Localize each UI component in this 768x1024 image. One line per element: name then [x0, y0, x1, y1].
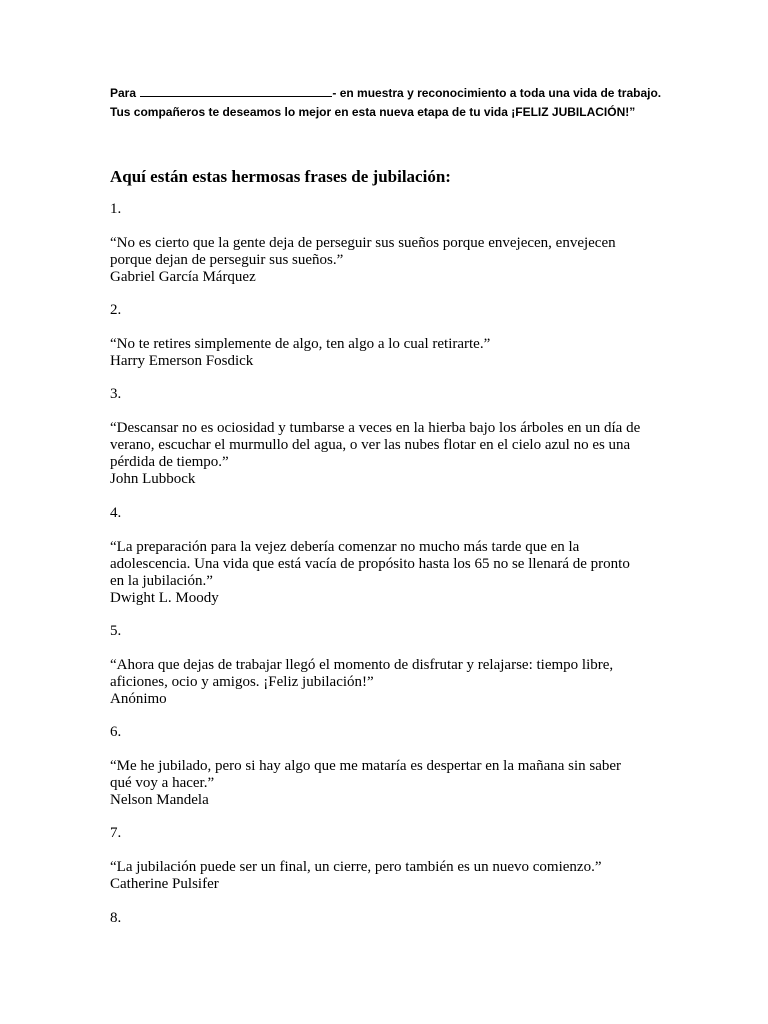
quote-author: John Lubbock — [110, 471, 196, 487]
dedication-line-2: Tus compañeros te deseamos lo mejor en esta nueva etapa de tu vida ¡FELIZ JUBILACIÓN!” — [110, 105, 636, 119]
quote-text — [110, 420, 640, 488]
dedication-line-1-text: - en muestra y reconocimiento a toda una vida de trabajo. — [332, 86, 662, 100]
quote-number: 1. — [110, 201, 122, 217]
section-heading: Aquí están estas hermosas frases de jubilación: — [110, 167, 451, 186]
quote-author: Anónimo — [110, 691, 167, 707]
quote-number: 6. — [110, 724, 122, 740]
quote-line: adolescencia. Una vida que está vacía de propósito hasta los 65 no se llenará de pronto — [110, 556, 630, 572]
quote-line: en la jubilación.” — [110, 573, 213, 589]
quote-text — [110, 657, 613, 708]
dedication-line-1 — [110, 84, 710, 103]
quote-line: pérdida de tiempo.” — [110, 454, 229, 470]
quote-number: 7. — [110, 825, 122, 841]
quote-author: Catherine Pulsifer — [110, 876, 219, 892]
quote-line: aficiones, ocio y amigos. ¡Feliz jubilación!” — [110, 674, 374, 690]
quote-line: “La preparación para la vejez debería comenzar no mucho más tarde que en la — [110, 539, 580, 555]
quote-text — [110, 758, 621, 809]
quote-line: “Me he jubilado, pero si hay algo que me mataría es despertar en la mañana sin saber — [110, 758, 622, 774]
quote-line: “Descansar no es ociosidad y tumbarse a veces en la hierba bajo los árboles en un día de — [110, 420, 641, 436]
quote-author: Nelson Mandela — [110, 792, 209, 808]
quote-text — [110, 336, 490, 370]
quote-number: 5. — [110, 623, 122, 639]
quote-number: 2. — [110, 302, 122, 318]
quote-number: 3. — [110, 386, 122, 402]
quote-author: Gabriel García Márquez — [110, 269, 256, 285]
quote-line: “La jubilación puede ser un final, un cierre, pero también es un nuevo comienzo.” — [110, 859, 602, 875]
quote-number: 4. — [110, 505, 122, 521]
quote-line: “No te retires simplemente de algo, ten algo a lo cual retirarte.” — [110, 336, 491, 352]
quote-line: verano, escuchar el murmullo del agua, o ver las nubes flotar en el cielo azul no es una — [110, 437, 631, 453]
quote-author: Harry Emerson Fosdick — [110, 353, 254, 369]
quote-text — [110, 235, 616, 286]
name-blank-line — [140, 85, 332, 97]
quote-line: “Ahora que dejas de trabajar llegó el momento de disfrutar y relajarse: tiempo libre, — [110, 657, 614, 673]
quote-number: 8. — [110, 910, 122, 926]
quote-author: Dwight L. Moody — [110, 590, 219, 606]
quote-line: qué voy a hacer.” — [110, 775, 215, 791]
dedication-block — [110, 84, 710, 122]
quote-text — [110, 539, 630, 607]
dedication-para-label: Para — [110, 86, 137, 100]
quote-text — [110, 859, 601, 893]
quote-line: “No es cierto que la gente deja de perseguir sus sueños porque envejecen, envejecen — [110, 235, 616, 251]
quote-line: porque dejan de perseguir sus sueños.” — [110, 252, 344, 268]
